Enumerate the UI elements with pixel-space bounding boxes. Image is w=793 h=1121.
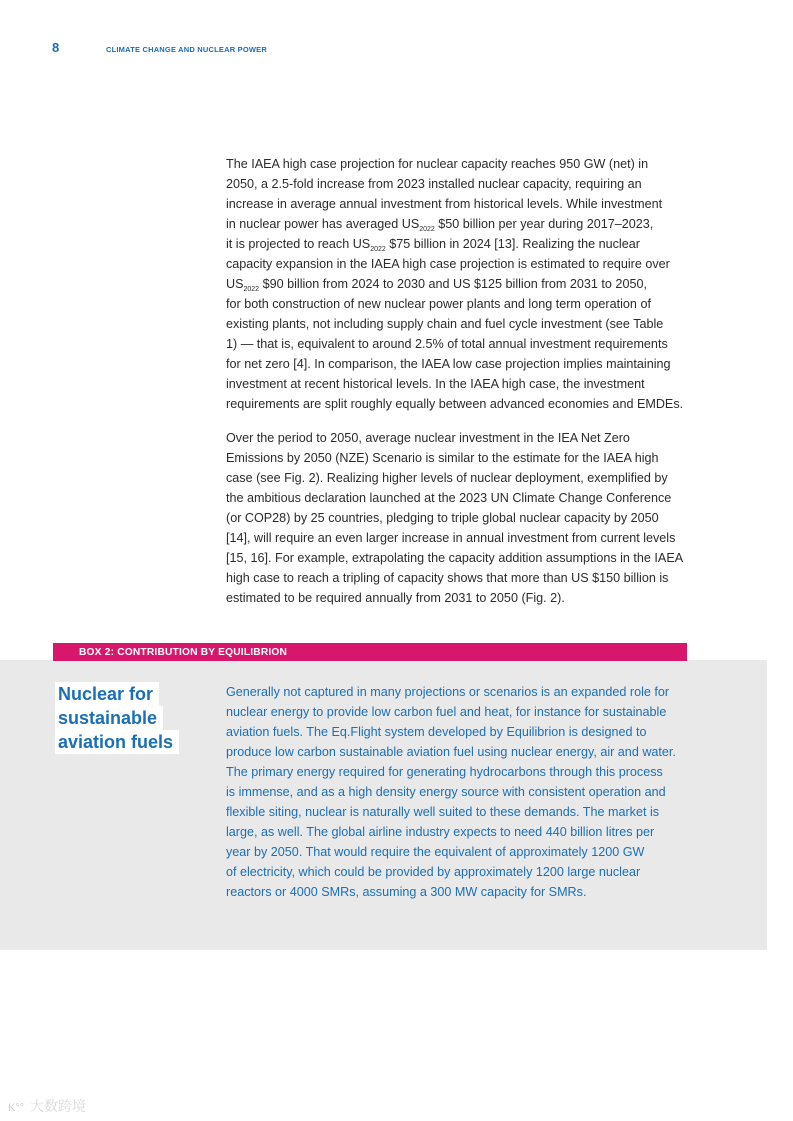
- text-line: [226, 488, 718, 508]
- running-title: CLIMATE CHANGE AND NUCLEAR POWER: [106, 45, 267, 54]
- paragraph-investment-projection: [226, 154, 718, 414]
- text-run: the ambitious declaration launched at the 2023 UN Climate Change Conference: [226, 491, 672, 505]
- subscript-year: 2022: [243, 286, 260, 293]
- box-label: BOX 2: CONTRIBUTION BY EQUILIBRION: [79, 647, 288, 658]
- text-run: capacity expansion in the IAEA high case projection is estimated to require over: [226, 257, 670, 271]
- text-run: high case to reach a tripling of capacity shows that more than US $150 billion is: [226, 571, 669, 585]
- text-line: [226, 802, 726, 822]
- page-number: 8: [52, 40, 60, 55]
- text-run: increase in average annual investment from historical levels. While investment: [226, 197, 663, 211]
- watermark-text: 大数跨境: [30, 1098, 86, 1114]
- text-run: case (see Fig. 2). Realizing higher levels of nuclear deployment, exemplified by: [226, 471, 668, 485]
- text-run: it is projected to reach US: [226, 237, 371, 251]
- text-run: in nuclear power has averaged US: [226, 217, 420, 231]
- text-run: Over the period to 2050, average nuclear investment in the IEA Net Zero: [226, 431, 630, 445]
- text-line: [226, 194, 718, 214]
- text-line: [226, 822, 726, 842]
- text-run: Emissions by 2050 (NZE) Scenario is similar to the estimate for the IAEA high: [226, 451, 659, 465]
- text-line: [226, 374, 718, 394]
- box-header-bar: [53, 643, 687, 661]
- text-run: requirements are split roughly equally between advanced economies and EMDEs.: [226, 397, 684, 411]
- text-run: year by 2050. That would require the equivalent of approximately 1200 GW: [226, 845, 645, 859]
- text-line: [226, 588, 718, 608]
- subscript-year: 2022: [419, 226, 435, 233]
- text-line: [226, 334, 718, 354]
- text-line: [226, 682, 726, 702]
- box-title-line: Nuclear for: [55, 682, 159, 706]
- text-run: Generally not captured in many projections or scenarios is an expanded role for: [226, 685, 670, 699]
- box-body-text: [226, 682, 726, 902]
- text-run: reactors or 4000 SMRs, assuming a 300 MW capacity for SMRs.: [226, 885, 587, 899]
- text-line: [226, 234, 718, 254]
- text-run: [14], will require an even larger increase in annual investment from current levels: [226, 531, 676, 545]
- text-line: [226, 254, 718, 274]
- text-line: [226, 174, 718, 194]
- watermark: [8, 1096, 86, 1116]
- text-run: [15, 16]. For example, extrapolating the capacity addition assumptions in the IAEA: [226, 551, 684, 565]
- text-run: (or COP28) by 25 countries, pledging to triple global nuclear capacity by 2050: [226, 511, 659, 525]
- text-run: of electricity, which could be provided by approximately 1200 large nuclear: [226, 865, 641, 879]
- text-line: [226, 722, 726, 742]
- text-line: [226, 274, 718, 294]
- text-line: [226, 354, 718, 374]
- text-run: 2050, a 2.5-fold increase from 2023 installed nuclear capacity, requiring an: [226, 177, 642, 191]
- text-run: US: [226, 277, 244, 291]
- text-line: [226, 882, 726, 902]
- text-run: nuclear energy to provide low carbon fuel and heat, for instance for sustainable: [226, 705, 667, 719]
- text-run: aviation fuels. The Eq.Flight system developed by Equilibrion is designed to: [226, 725, 647, 739]
- box-title: [55, 682, 179, 754]
- text-run: large, as well. The global airline industry expects to need 440 billion litres per: [226, 825, 655, 839]
- text-run: estimated to be required annually from 2031 to 2050 (Fig. 2).: [226, 591, 565, 605]
- watermark-logo-icon: K°°: [8, 1102, 25, 1114]
- text-run: for net zero [4]. In comparison, the IAEA low case projection implies maintaining: [226, 357, 671, 371]
- text-run: investment at recent historical levels. In the IAEA high case, the investment: [226, 377, 645, 391]
- text-run: existing plants, not including supply chain and fuel cycle investment (see Table: [226, 317, 664, 331]
- text-run: The IAEA high case projection for nuclear capacity reaches 950 GW (net) in: [226, 157, 649, 171]
- text-line: [226, 428, 718, 448]
- text-run: $75 billion in 2024 [13]. Realizing the nuclear: [385, 237, 640, 251]
- text-line: [226, 568, 718, 588]
- text-line: [226, 528, 718, 548]
- text-run: $90 billion from 2024 to 2030 and US $125 billion from 2031 to 2050,: [259, 277, 647, 291]
- text-line: [226, 702, 726, 722]
- text-line: [226, 742, 726, 762]
- text-line: [226, 862, 726, 882]
- paragraph-nze-comparison: [226, 428, 718, 608]
- subscript-year: 2022: [370, 246, 386, 253]
- text-run: produce low carbon sustainable aviation fuel using nuclear energy, air and water.: [226, 745, 676, 759]
- text-line: [226, 468, 718, 488]
- text-line: [226, 154, 718, 174]
- text-line: [226, 508, 718, 528]
- text-run: flexible siting, nuclear is naturally well suited to these demands. The market is: [226, 805, 660, 819]
- box-title-line: sustainable: [55, 706, 163, 730]
- text-line: [226, 314, 718, 334]
- text-run: is immense, and as a high density energy source with consistent operation and: [226, 785, 666, 799]
- text-line: [226, 294, 718, 314]
- text-line: [226, 762, 726, 782]
- text-line: [226, 214, 718, 234]
- text-line: [226, 548, 718, 568]
- text-run: for both construction of new nuclear power plants and long term operation of: [226, 297, 651, 311]
- text-run: 1) — that is, equivalent to around 2.5% of total annual investment requirements: [226, 337, 668, 351]
- text-line: [226, 842, 726, 862]
- text-line: [226, 394, 718, 414]
- box-title-line: aviation fuels: [55, 730, 179, 754]
- text-line: [226, 782, 726, 802]
- text-line: [226, 448, 718, 468]
- text-run: $50 billion per year during 2017–2023,: [434, 217, 654, 231]
- text-run: The primary energy required for generating hydrocarbons through this process: [226, 765, 663, 779]
